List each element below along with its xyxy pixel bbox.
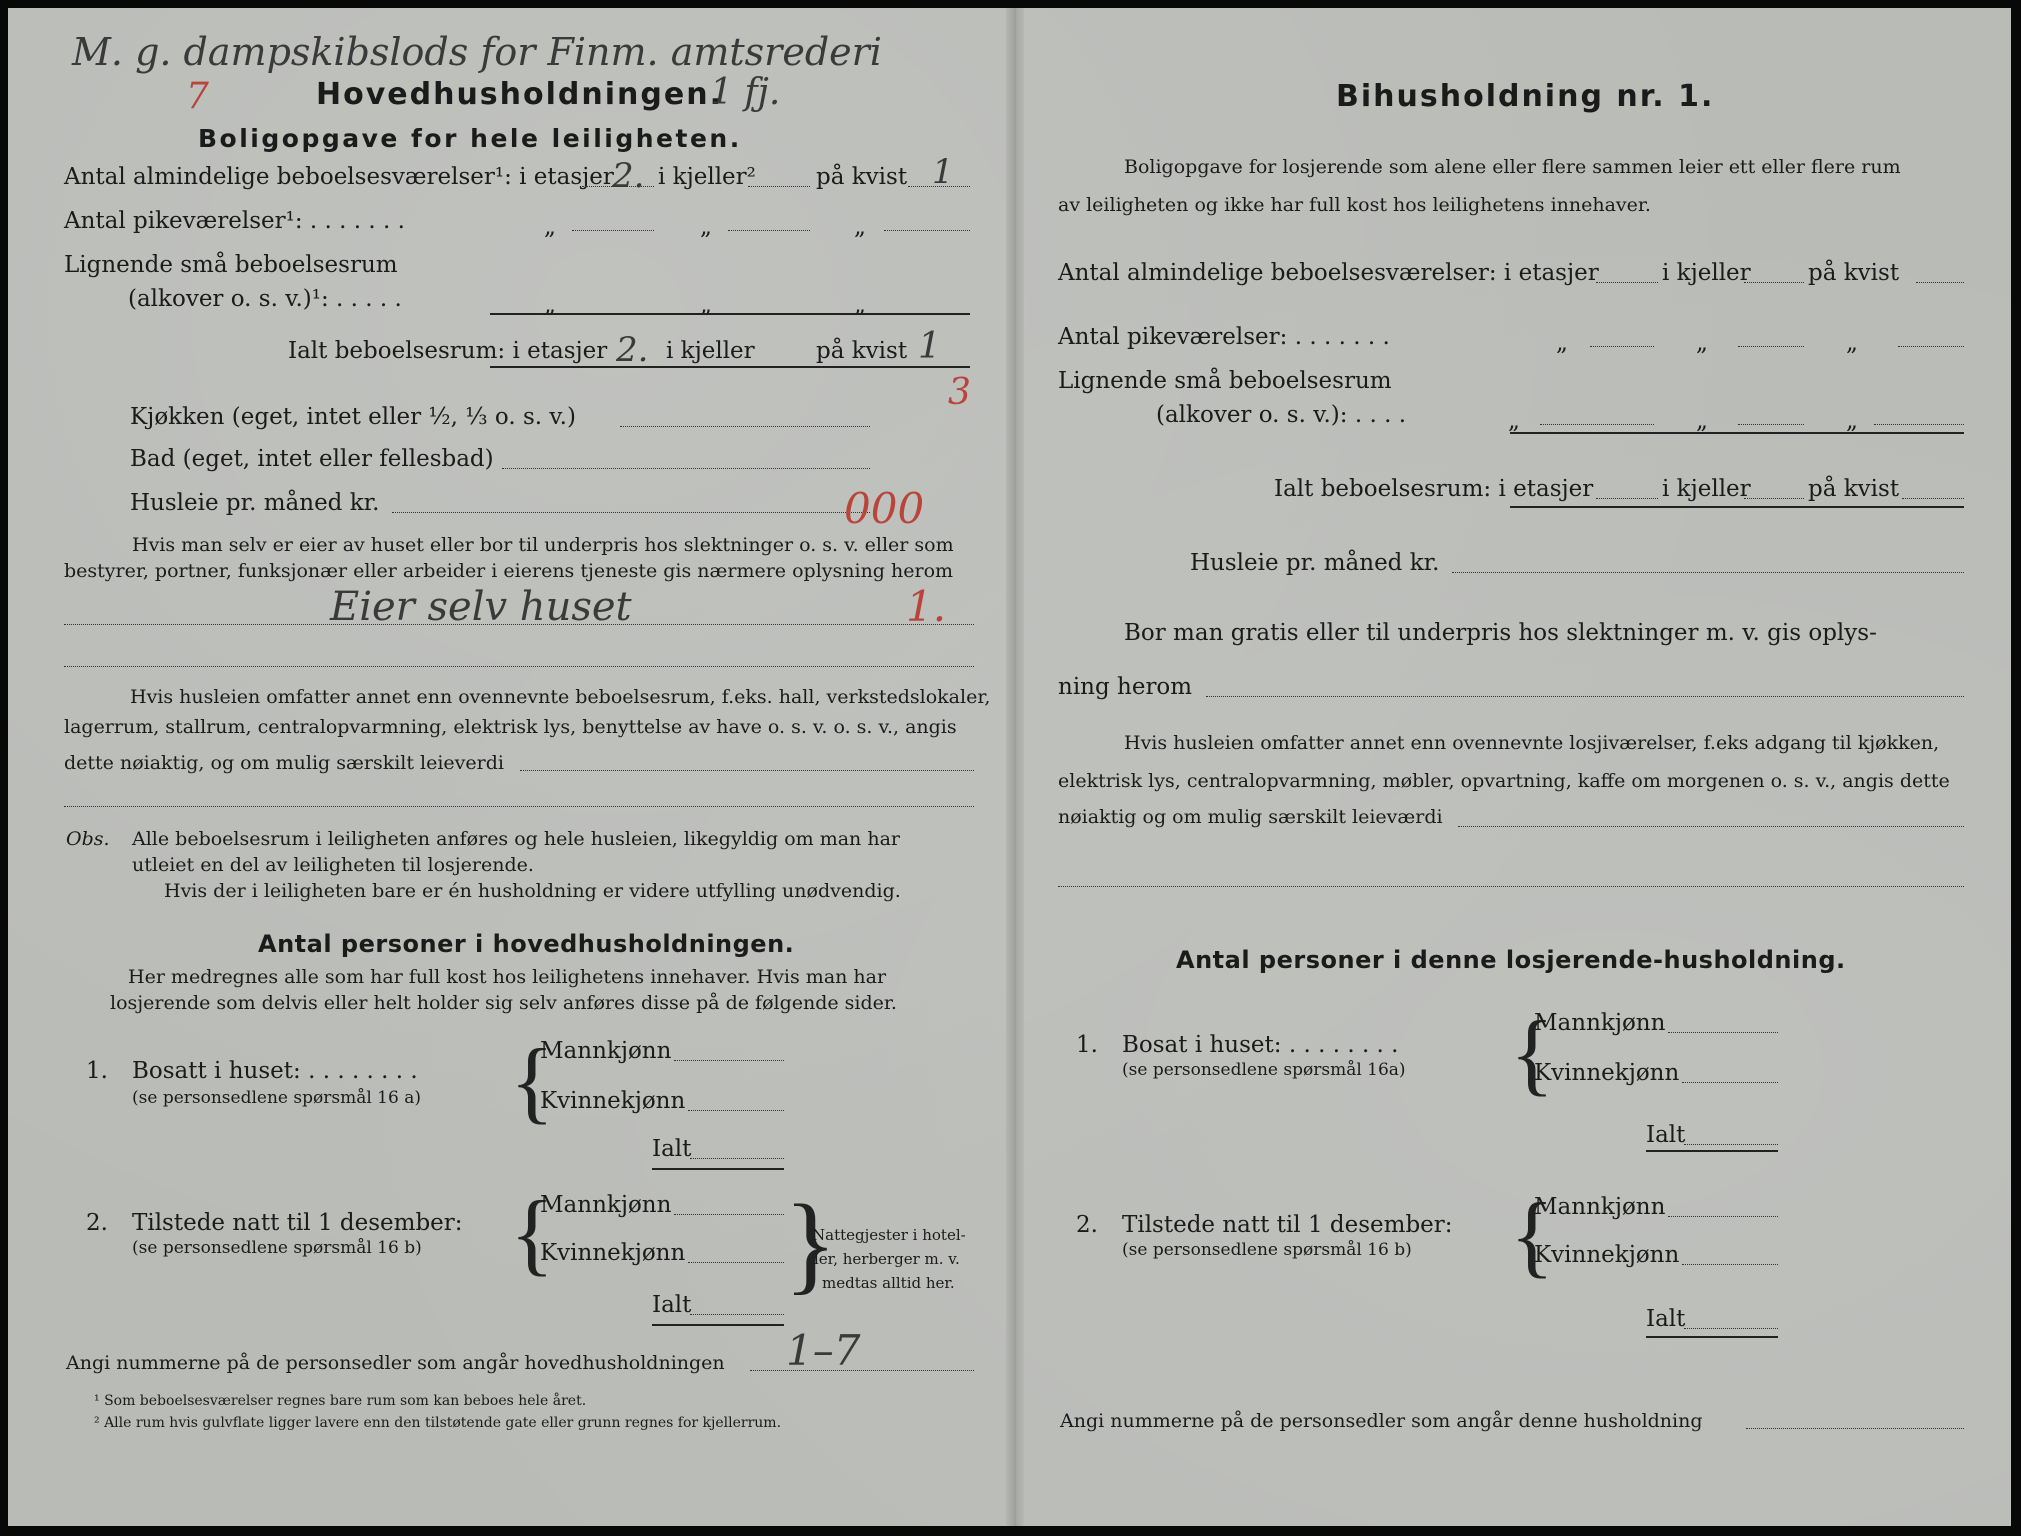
lodger-rooms-kjeller-label: i kjeller — [1662, 260, 1751, 286]
angi-value: 1–7 — [786, 1326, 861, 1375]
lodger-q1-female-label: Kvinnekjønn — [1534, 1060, 1680, 1086]
rent-label: Husleie pr. måned kr. — [130, 490, 380, 516]
lodger-maid-kvist-line — [1898, 346, 1964, 347]
lodger-q2-total-label: Ialt — [1646, 1306, 1686, 1332]
q1-sublabel: (se personsedlene spørsmål 16 a) — [132, 1088, 421, 1108]
angi-label: Angi nummerne på de personsedler som angår hovedhusholdningen — [66, 1352, 725, 1374]
lodger-maid-label: Antal pikeværelser: . . . . . . . — [1058, 324, 1390, 350]
lodger-gratis-text-1: Bor man gratis eller til underpris hos slektninger m. v. gis oplys- — [1124, 620, 1877, 646]
lodger-q2-sublabel: (se personsedlene spørsmål 16 b) — [1122, 1240, 1412, 1260]
includes-line-2 — [64, 806, 974, 807]
q1-number: 1. — [86, 1058, 108, 1084]
rooms-label: Antal almindelige beboelsesværelser¹: i etasjer — [64, 164, 614, 190]
lodger-angi-line — [1746, 1428, 1964, 1429]
persons-text-2: losjerende som delvis eller helt holder sig selv anføres disse på de følgende sider. — [110, 992, 897, 1014]
maid-kvist-line — [884, 230, 970, 231]
lodger-small-etasjer-line — [1540, 424, 1654, 425]
small-rooms-label: Lignende små beboelsesrum — [64, 252, 398, 278]
lodger-q2-male-label: Mannkjønn — [1534, 1194, 1666, 1220]
q2-sublabel: (se personsedlene spørsmål 16 b) — [132, 1238, 422, 1258]
lodger-includes-text-3: nøiaktig og om mulig særskilt leieværdi — [1058, 806, 1443, 828]
q1-female-label: Kvinnekjønn — [540, 1088, 686, 1114]
lodger-q1-male-line — [1668, 1032, 1778, 1033]
ialt-fraction-value: 3 — [948, 372, 971, 413]
lodger-small-sum-rule — [1510, 432, 1964, 434]
lodger-q1-total-rule — [1646, 1150, 1778, 1152]
lodger-rooms-label: Antal almindelige beboelsesværelser: i etasjer — [1058, 260, 1599, 286]
night-guests-note-1: Nattegjester i hotel- — [812, 1226, 966, 1244]
lodger-q1-total-line — [1684, 1144, 1778, 1145]
persons-text-1: Her medregnes alle som har full kost hos leilighetens innehaver. Hvis man har — [128, 966, 887, 988]
lodger-rooms-etasjer-line — [1596, 282, 1658, 283]
kitchen-line — [620, 426, 870, 427]
lodger-rooms-kvist-label: på kvist — [1808, 260, 1900, 286]
owner-text-1: Hvis man selv er eier av huset eller bor til underpris hos slektninger o. s. v. eller som — [132, 534, 954, 556]
rooms-kjeller-line — [748, 186, 810, 187]
bath-line — [502, 468, 870, 469]
q2-female-label: Kvinnekjønn — [540, 1240, 686, 1266]
q1-male-label: Mannkjønn — [540, 1038, 672, 1064]
ditto-mark: „ — [854, 214, 866, 240]
owner-line-2 — [64, 666, 974, 667]
lodger-q2-label: Tilstede natt til 1 desember: — [1122, 1212, 1453, 1238]
q1-brace: { — [510, 1030, 555, 1132]
lodger-small-kjeller-line — [1738, 424, 1804, 425]
lodger-rooms-kjeller-line — [1744, 282, 1804, 283]
lodger-rent-label: Husleie pr. måned kr. — [1190, 550, 1440, 576]
lodger-small-rooms-label: Lignende små beboelsesrum — [1058, 368, 1392, 394]
lodger-small-rooms-sublabel: (alkover o. s. v.): . . . . — [1156, 402, 1407, 428]
rooms-etasjer-value: 2. — [612, 156, 645, 196]
obs-label: Obs. — [66, 828, 110, 850]
ialt-etasjer-value: 2. — [616, 330, 649, 370]
ditto-mark: „ — [1846, 330, 1858, 356]
left-subtitle: Boligopgave for hele leiligheten. — [198, 124, 742, 153]
q2-label: Tilstede natt til 1 desember: — [132, 1210, 463, 1236]
lodger-ialt-kjeller-label: i kjeller — [1662, 476, 1751, 502]
q2-female-line — [688, 1262, 784, 1263]
ditto-mark: „ — [700, 292, 712, 318]
night-guests-note-2: ler, herberger m. v. — [814, 1250, 960, 1268]
obs-text-2: utleiet en del av leiligheten til losjerende. — [132, 854, 534, 876]
q1-female-line — [688, 1110, 784, 1111]
bath-label: Bad (eget, intet eller fellesbad) — [130, 446, 494, 472]
q1-total-line — [690, 1158, 784, 1159]
lodger-q1-number: 1. — [1076, 1032, 1098, 1058]
ditto-mark: „ — [854, 292, 866, 318]
ialt-kvist-value: 1 — [918, 326, 941, 367]
ditto-mark: „ — [544, 214, 556, 240]
includes-text-3: dette nøiaktig, og om mulig særskilt leieverdi — [64, 752, 504, 774]
ditto-mark: „ — [1556, 330, 1568, 356]
lodger-maid-etasjer-line — [1590, 346, 1654, 347]
ialt-rule — [490, 366, 970, 368]
lodger-q1-label: Bosat i huset: . . . . . . . . — [1122, 1032, 1399, 1058]
lodger-q2-total-rule — [1646, 1336, 1778, 1338]
angi-line — [750, 1370, 974, 1371]
small-rooms-sum-rule — [490, 313, 970, 315]
q1-total-label: Ialt — [652, 1136, 692, 1162]
handwritten-household-number: 7 — [186, 76, 209, 117]
lodger-q1-male-label: Mannkjønn — [1534, 1010, 1666, 1036]
q2-male-label: Mannkjønn — [540, 1192, 672, 1218]
kitchen-label: Kjøkken (eget, intet eller ½, ⅓ o. s. v.) — [130, 404, 576, 430]
q1-male-line — [674, 1060, 784, 1061]
q2-total-line — [690, 1314, 784, 1315]
rent-line — [392, 512, 870, 513]
lodger-q1-total-label: Ialt — [1646, 1122, 1686, 1148]
obs-text-1: Alle beboelsesrum i leiligheten anføres og hele husleien, likegyldig om man har — [132, 828, 900, 850]
lodger-persons-title: Antal personer i denne losjerende-husholdning. — [1176, 946, 1846, 974]
q1-label: Bosatt i huset: . . . . . . . . — [132, 1058, 418, 1084]
ditto-mark: „ — [1846, 408, 1858, 434]
lodger-q1-brace: { — [1510, 1002, 1555, 1104]
lodger-gratis-text-2: ning herom — [1058, 674, 1193, 700]
ialt-kjeller-label: i kjeller — [666, 338, 755, 364]
lodger-ialt-kvist-line — [1902, 498, 1964, 499]
footnote-1: ¹ Som beboelsesværelser regnes bare rum som kan beboes hele året. — [94, 1393, 587, 1409]
ditto-mark: „ — [544, 292, 556, 318]
lodger-intro-1: Boligopgave for losjerende som alene eller flere sammen leier ett eller flere rum — [1124, 156, 1901, 178]
lodger-q1-female-line — [1682, 1082, 1778, 1083]
small-rooms-sublabel: (alkover o. s. v.)¹: . . . . . — [128, 286, 402, 312]
q2-total-label: Ialt — [652, 1292, 692, 1318]
lodger-includes-line-2 — [1058, 886, 1964, 887]
lodger-q2-brace: { — [1510, 1184, 1555, 1286]
ditto-mark: „ — [1696, 330, 1708, 356]
left-title: Hovedhusholdningen. — [316, 77, 723, 112]
q2-total-rule — [652, 1324, 784, 1326]
lodger-ialt-etasjer-line — [1596, 498, 1658, 499]
owner-handwritten: Eier selv huset — [330, 584, 632, 630]
lodger-ialt-kjeller-line — [1744, 498, 1804, 499]
rooms-kjeller-label: i kjeller² — [658, 164, 756, 190]
lodger-includes-line-1 — [1458, 826, 1964, 827]
lodger-ialt-rule — [1510, 506, 1964, 508]
q1-total-rule — [652, 1168, 784, 1170]
owner-line-1 — [64, 624, 974, 625]
owner-text-2: bestyrer, portner, funksjonær eller arbeider i eierens tjeneste gis nærmere oplysning herom — [64, 560, 954, 582]
lodger-q2-male-line — [1668, 1216, 1778, 1217]
lodger-q2-female-line — [1682, 1264, 1778, 1265]
rooms-kvist-label: på kvist — [816, 164, 908, 190]
night-guests-brace: } — [784, 1182, 837, 1304]
lodger-maid-kjeller-line — [1738, 346, 1804, 347]
ditto-mark: „ — [1696, 408, 1708, 434]
maid-kjeller-line — [728, 230, 810, 231]
q2-number: 2. — [86, 1210, 108, 1236]
lodger-angi-label: Angi nummerne på de personsedler som angår denne husholdning — [1060, 1410, 1703, 1432]
lodger-includes-text-1: Hvis husleien omfatter annet enn ovennevnte losjiværelser, f.eks adgang til kjøkken, — [1124, 732, 1940, 754]
lodger-gratis-line — [1206, 696, 1964, 697]
lodger-q2-female-label: Kvinnekjønn — [1534, 1242, 1680, 1268]
maid-etasjer-line — [572, 230, 654, 231]
lodger-small-kvist-line — [1874, 424, 1964, 425]
lodger-ialt-label: Ialt beboelsesrum: i etasjer — [1274, 476, 1594, 502]
lodger-rooms-kvist-line — [1916, 282, 1964, 283]
lodger-ialt-kvist-label: på kvist — [1808, 476, 1900, 502]
includes-line-1 — [520, 770, 974, 771]
ialt-kvist-label: på kvist — [816, 338, 908, 364]
lodger-q2-number: 2. — [1076, 1212, 1098, 1238]
owner-handwritten-number: 1. — [906, 582, 947, 631]
maid-rooms-label: Antal pikeværelser¹: . . . . . . . — [64, 208, 405, 234]
ditto-mark: „ — [700, 214, 712, 240]
night-guests-note-3: medtas alltid her. — [822, 1274, 955, 1292]
rooms-kvist-value: 1 — [932, 152, 954, 192]
lodger-includes-text-2: elektrisk lys, centralopvarmning, møbler, opvartning, kaffe om morgenen o. s. v., angis dette — [1058, 770, 1950, 792]
lodger-q1-sublabel: (se personsedlene spørsmål 16a) — [1122, 1060, 1406, 1080]
lodger-rent-line — [1452, 572, 1964, 573]
handwritten-header: M. g. dampskibslods for Finm. amtsrederi — [72, 30, 882, 74]
right-title: Bihusholdning nr. 1. — [1336, 79, 1715, 114]
q2-brace: { — [510, 1182, 555, 1284]
q2-male-line — [674, 1214, 784, 1215]
rent-value: 000 — [844, 484, 925, 533]
includes-text-2: lagerrum, stallrum, centralopvarmning, elektrisk lys, benyttelse av have o. s. v. o. s. v., angis — [64, 716, 957, 738]
persons-title: Antal personer i hovedhusholdningen. — [258, 930, 795, 958]
obs-text-3: Hvis der i leiligheten bare er én husholdning er videre utfylling unødvendig. — [164, 880, 901, 902]
lodger-q2-total-line — [1684, 1328, 1778, 1329]
lodger-intro-2: av leiligheten og ikke har full kost hos leilighetens innehaver. — [1058, 194, 1651, 216]
includes-text-1: Hvis husleien omfatter annet enn ovennevnte beboelsesrum, f.eks. hall, verkstedslokaler, — [130, 686, 991, 708]
page-fold — [1006, 8, 1024, 1526]
left-title-handwritten: 1 fj. — [710, 72, 781, 113]
footnote-2: ² Alle rum hvis gulvflate ligger lavere enn den tilstøtende gate eller grunn regnes for kjellerrum. — [94, 1415, 782, 1431]
ditto-mark: „ — [1508, 408, 1520, 434]
ialt-rooms-label: Ialt beboelsesrum: i etasjer — [288, 338, 608, 364]
